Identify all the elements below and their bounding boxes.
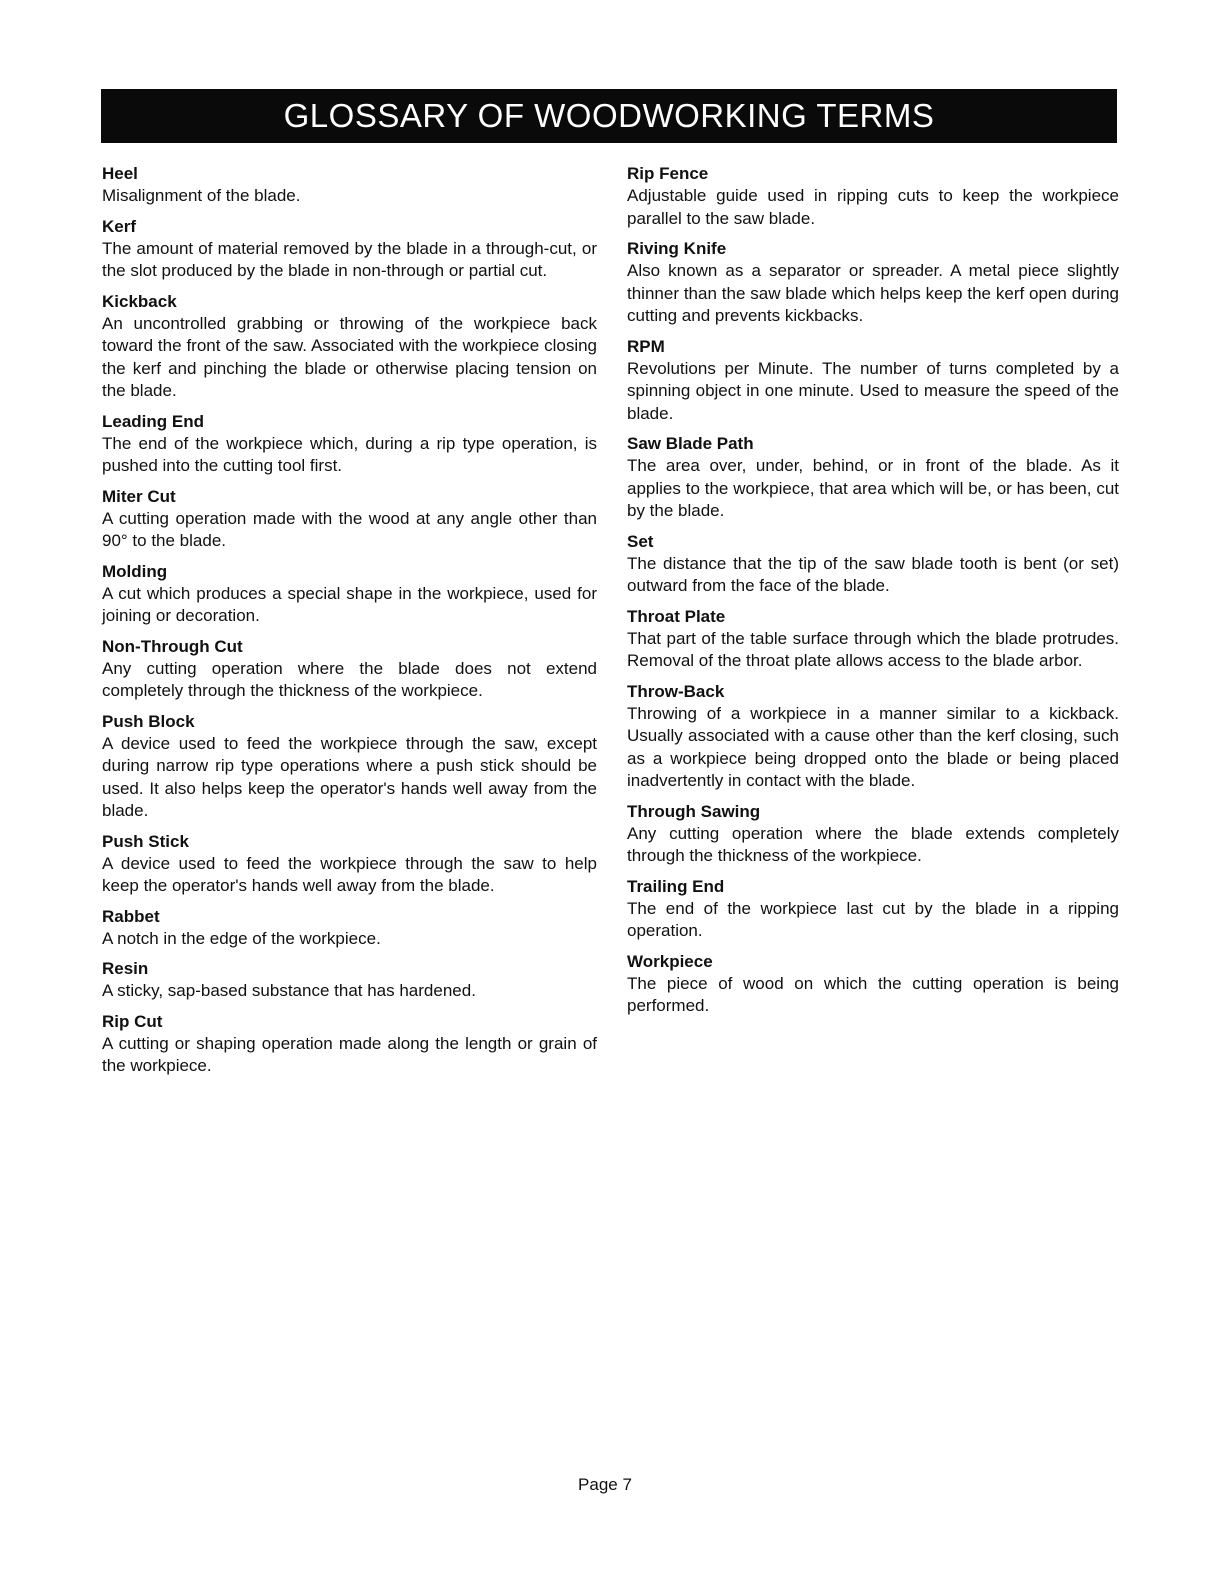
glossary-entry [102, 711, 597, 823]
glossary-term: Throw-Back [627, 681, 725, 701]
glossary-definition: A cut which produces a special shape in the workpiece, used for joining or decoration. [102, 583, 597, 625]
glossary-term: Set [627, 531, 654, 551]
glossary-term: Riving Knife [627, 239, 727, 258]
glossary-term: Push Stick [102, 831, 189, 851]
glossary-entry [102, 216, 597, 283]
glossary-term: Saw Blade Path [627, 434, 754, 453]
glossary-term: Rip Fence [627, 164, 709, 183]
glossary-term: Leading End [102, 411, 204, 431]
glossary-entry [627, 163, 1119, 230]
page-number: Page 7 [578, 1475, 632, 1494]
glossary-definition: That part of the table surface through which the blade protrudes. Removal of the throat plate allows access to the blade arbor. [627, 628, 1119, 670]
glossary-entry [102, 561, 597, 628]
glossary-definition: Misalignment of the blade. [102, 186, 301, 205]
glossary-definition: Any cutting operation where the blade does not extend completely through the thickness of the workpiece. [102, 658, 597, 700]
glossary-term: Heel [102, 164, 138, 183]
glossary-term: Through Sawing [627, 801, 761, 821]
glossary-definition: The area over, under, behind, or in front of the blade. As it applies to the workpiece, that area which will be, or has been, cut by the blade. [627, 456, 1119, 520]
glossary-definition: A device used to feed the workpiece through the saw, except during narrow rip type operations where a push stick should be used. It also helps keep the operator's hands well away from the blade. [102, 733, 597, 820]
page-title-banner [101, 89, 1117, 143]
glossary-term: Non-Through Cut [102, 636, 243, 656]
glossary-term: RPM [627, 336, 665, 356]
glossary-entry [627, 238, 1119, 328]
glossary-definition: Throwing of a workpiece in a manner similar to a kickback. Usually associated with a cause other than the kerf closing, such as a workpiece being dropped onto the blade or being placed inadvertently in contact with the blade. [627, 703, 1119, 790]
glossary-definition: A sticky, sap-based substance that has hardened. [102, 981, 476, 1000]
glossary-right-column [627, 163, 1119, 1026]
glossary-entry [627, 531, 1119, 598]
glossary-entry [627, 876, 1119, 943]
glossary-term: Rabbet [102, 906, 160, 926]
glossary-entry [102, 831, 597, 898]
glossary-entry [102, 1011, 597, 1078]
glossary-definition: Adjustable guide used in ripping cuts to keep the workpiece parallel to the saw blade. [627, 186, 1119, 228]
glossary-term: Throat Plate [627, 606, 726, 626]
glossary-entry [102, 291, 597, 403]
glossary-term: Miter Cut [102, 486, 176, 506]
glossary-definition: The end of the workpiece last cut by the blade in a ripping operation. [627, 898, 1119, 940]
glossary-definition: The distance that the tip of the saw blade tooth is bent (or set) outward from the face of the blade. [627, 553, 1119, 595]
glossary-definition: Also known as a separator or spreader. A metal piece slightly thinner than the saw blade which helps keep the kerf open during cutting and prevents kickbacks. [627, 261, 1119, 325]
glossary-entry [627, 681, 1119, 793]
glossary-definition: A cutting operation made with the wood at any angle other than 90° to the blade. [102, 508, 597, 550]
glossary-entry [102, 163, 597, 208]
glossary-term: Push Block [102, 711, 195, 731]
glossary-entry [102, 906, 597, 951]
glossary-entry [102, 486, 597, 553]
glossary-term: Resin [102, 959, 149, 978]
glossary-term: Molding [102, 561, 168, 581]
glossary-entry [627, 336, 1119, 426]
glossary-term: Kerf [102, 216, 137, 236]
glossary-definition: A cutting or shaping operation made along the length or grain of the workpiece. [102, 1033, 597, 1075]
page-title: GLOSSARY OF WOODWORKING TERMS [283, 97, 935, 134]
glossary-entry [627, 951, 1119, 1018]
glossary-term: Workpiece [627, 951, 713, 971]
glossary-entry [627, 606, 1119, 673]
glossary-definition: The piece of wood on which the cutting operation is being performed. [627, 973, 1119, 1015]
glossary-entry [102, 958, 597, 1003]
glossary-definition: The amount of material removed by the blade in a through-cut, or the slot produced by the blade in non-through or partial cut. [102, 238, 597, 280]
glossary-definition: A device used to feed the workpiece through the saw to help keep the operator's hands well away from the blade. [102, 853, 597, 895]
glossary-definition: The end of the workpiece which, during a rip type operation, is pushed into the cutting tool first. [102, 433, 597, 475]
glossary-term: Trailing End [627, 876, 725, 896]
glossary-definition: Any cutting operation where the blade extends completely through the thickness of the workpiece. [627, 823, 1119, 865]
glossary-term: Kickback [102, 291, 177, 311]
glossary-entry [627, 801, 1119, 868]
glossary-definition: A notch in the edge of the workpiece. [102, 928, 381, 948]
glossary-entry [102, 636, 597, 703]
glossary-entry [102, 411, 597, 478]
glossary-definition: An uncontrolled grabbing or throwing of the workpiece back toward the front of the saw. Associated with the workpiece closing the kerf and pinching the blade or otherwise placing tension on the blade. [102, 313, 597, 400]
glossary-term: Rip Cut [102, 1011, 163, 1031]
glossary-definition: Revolutions per Minute. The number of turns completed by a spinning object in one minute. Used to measure the speed of the blade. [627, 358, 1119, 423]
glossary-left-column [102, 163, 597, 1086]
glossary-entry [627, 433, 1119, 523]
